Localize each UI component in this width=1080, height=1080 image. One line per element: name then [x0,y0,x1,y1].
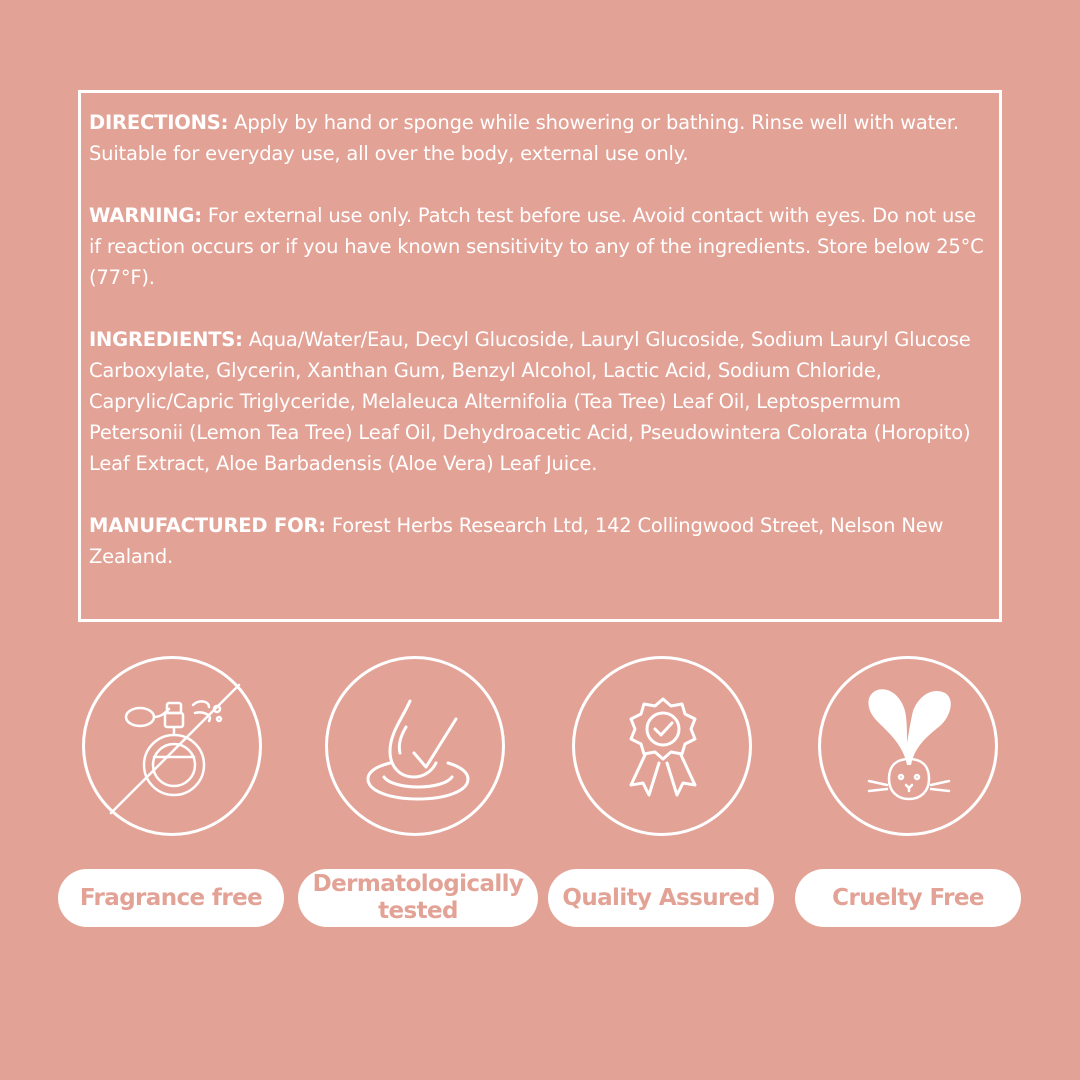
ingredients-section [89,324,991,479]
product-info-box [78,90,1002,622]
cruelty-free-icon [821,659,1001,839]
manufacturer-label: MANUFACTURED FOR: [89,514,326,537]
fragrance-free-icon [85,659,265,839]
dermatologically-tested-badge [325,656,505,836]
cruelty-free-badge [818,656,998,836]
directions-section [89,107,991,169]
warning-label: WARNING: [89,204,202,227]
warning-text: For external use only. Patch test before use. Avoid contact with eyes. Do not use if reaction occurs or if you have known sensitivity to any of the ingredients. Store below 25°C (77°F). [89,204,984,289]
quality-assured-icon [575,659,755,839]
badge-label-dermatologically-tested: Dermatologically tested [298,869,538,927]
badge-label-quality-assured: Quality Assured [548,869,774,927]
manufacturer-section [89,510,991,572]
directions-text: Apply by hand or sponge while showering or bathing. Rinse well with water. Suitable for everyday use, all over the body, external use only. [89,111,959,165]
manufacturer-text: Forest Herbs Research Ltd, 142 Collingwood Street, Nelson New Zealand. [89,514,944,568]
badge-label-cruelty-free: Cruelty Free [795,869,1021,927]
ingredients-text: Aqua/Water/Eau, Decyl Glucoside, Lauryl Glucoside, Sodium Lauryl Glucose Carboxylate, Glycerin, Xanthan Gum, Benzyl Alcohol, Lactic Acid, Sodium Chloride, Caprylic/Capric Triglyceride, Melaleuca Alternifolia (Tea Tree) Leaf Oil, Leptospermum Petersonii (Lemon Tea Tree) Leaf Oil, Dehydroacetic Acid, Pseudowintera Colorata (Horopito) Leaf Extract, Aloe Barbadensis (Aloe Vera) Leaf Juice. [89,328,971,475]
directions-label: DIRECTIONS: [89,111,229,134]
ingredients-label: INGREDIENTS: [89,328,243,351]
badge-label-fragrance-free: Fragrance free [58,869,284,927]
fragrance-free-badge [82,656,262,836]
quality-assured-badge [572,656,752,836]
warning-section [89,200,991,293]
dermatologically-tested-icon [328,659,508,839]
